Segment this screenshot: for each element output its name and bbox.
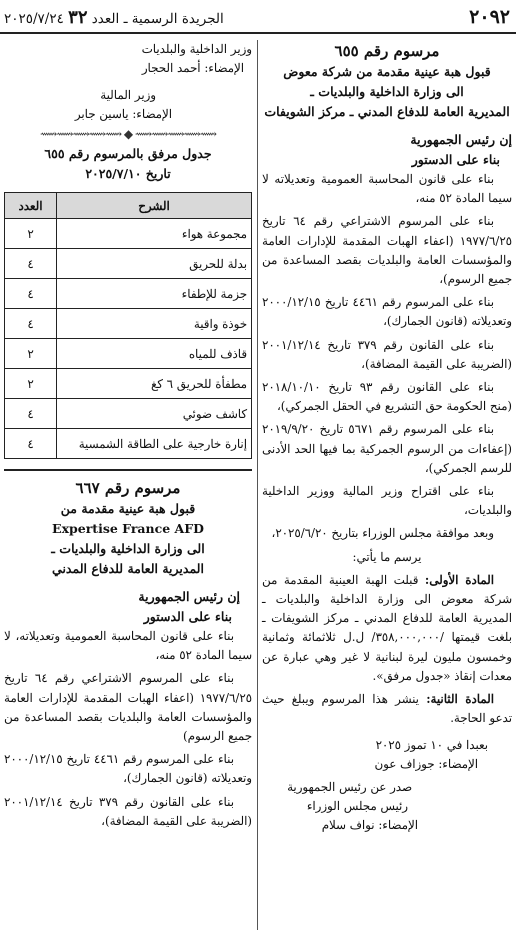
row-description: مجموعة هواء (57, 219, 252, 249)
table-row (5, 219, 252, 249)
table-row (5, 279, 252, 309)
page-number: ٢٠٩٢ (469, 6, 510, 28)
article-one-label: المادة الأولى: (424, 572, 494, 587)
table-row (5, 369, 252, 399)
paragraph: وبعد موافقة مجلس الوزراء بتاريخ ٢٠٢٥/٦/٢٠، (271, 526, 494, 541)
row-count: ٤ (5, 399, 57, 429)
paragraph: بناء على المرسوم رقم ٥٦٧١ تاريخ ٢٠١٩/٩/٢٠ (إعفاءات من الرسوم الجمركية بما فيها الحد الأدنى للرسم الجمركي)، (262, 422, 512, 475)
left-column (4, 40, 252, 934)
article-one (262, 571, 512, 686)
president-line: إن رئيس الجمهورية (138, 589, 240, 604)
constitution-line: بناء على الدستور (411, 152, 500, 167)
article-two-text: ينشر هذا المرسوم ويبلغ حيث تدعو الحاجة. (262, 692, 512, 726)
decree-title: مرسوم رقم ٦٥٥ (334, 42, 440, 60)
decree-subject-2: الى وزارة الداخلية والبلديات ـ (310, 84, 464, 99)
constitution-line: بناء على الدستور (143, 609, 232, 624)
finance-minister-title: وزير المالية (100, 88, 156, 102)
row-description: إنارة خارجية على الطاقة الشمسية (57, 429, 252, 459)
table-row (5, 429, 252, 459)
gazette-title (4, 7, 224, 28)
decree-subject-1: قبول هبة عينية مقدمة من شركة معوض (283, 64, 491, 79)
paragraph: بناء على القانون رقم ٣٧٩ تاريخ ٢٠٠١/١٢/١٤ (الضريبة على القيمة المضافة)، (262, 337, 512, 371)
interior-minister-title: وزير الداخلية والبلديات (141, 42, 252, 56)
issued-place-date: بعبدا في ١٠ تموز ٢٠٢٥ (375, 738, 488, 753)
row-count: ٢ (5, 219, 57, 249)
article-one-text: قبلت الهبة العينية المقدمة من شركة معوض الى وزارة الداخلية والبلديات ـ المديرية العامة للدفاع المدني ـ مركز الشويفات ـ بلغت قيمتها /٣٥٨,٠٠٠,٠٠٠/ ل.ل ثلاثمائة وثمانية وخمسون مليون ليرة لبنانية لا غير وهي عبارة عن معدات إنقاذ «جدول مرفق». (262, 572, 512, 683)
row-description: جزمة للإطفاء (57, 279, 252, 309)
paragraph: بناء على المرسوم الاشتراعي رقم ٦٤ تاريخ ١٩٧٧/٦/٢٥ (اعفاء الهبات المقدمة للإدارات العامة والمؤسسات العامة والبلديات بقصد المساعدة من جميع الرسوم)، (262, 214, 512, 287)
decree2-subject-1: قبول هبة عينية مقدمة من (60, 501, 196, 516)
decree2-subject-3: الى وزارة الداخلية والبلديات ـ (51, 541, 205, 556)
row-description: قاذف للمياه (57, 339, 252, 369)
column-divider (257, 40, 258, 930)
row-description: كاشف ضوئي (57, 399, 252, 429)
table-title: جدول مرفق بالمرسوم رقم ٦٥٥ (44, 146, 212, 161)
from-president: صدر عن رئيس الجمهورية (287, 780, 412, 795)
row-description: خوذة واقية (57, 309, 252, 339)
row-count: ٢ (5, 339, 57, 369)
decree2-subject-4: المديرية العامة للدفاع المدني (52, 561, 204, 576)
interior-minister-signature: الإمضاء: أحمد الحجار (141, 61, 244, 75)
row-count: ٤ (5, 309, 57, 339)
table-row (5, 249, 252, 279)
table-header-row (5, 193, 252, 219)
article-two (262, 690, 512, 728)
pm-signature: الإمضاء: نواف سلام (321, 818, 418, 833)
paragraph: بناء على المرسوم رقم ٤٤٦١ تاريخ ٢٠٠٠/١٢/١٥ وتعديلاته (قانون الجمارك)، (4, 752, 252, 786)
pm-title: رئيس مجلس الوزراء (306, 799, 408, 814)
table-row (5, 399, 252, 429)
row-count: ٢ (5, 369, 57, 399)
row-description: بدلة للحريق (57, 249, 252, 279)
header-description: الشرح (57, 193, 252, 219)
paragraph: بناء على قانون المحاسبة العمومية وتعديلاته، لا سيما المادة ٥٢ منه، (4, 629, 252, 663)
page-header (0, 0, 516, 34)
paragraph: بناء على قانون المحاسبة العمومية وتعديلاته لا سيما المادة ٥٢ منه، (262, 172, 512, 206)
paragraph: بناء على المرسوم الاشتراعي رقم ٦٤ تاريخ ١٩٧٧/٦/٢٥ (اعفاء الهبات المقدمة للإدارات العامة والمؤسسات العامة والبلديات بقصد المساعدة من جميع الرسوم) (4, 671, 252, 744)
issue-number: ٣٢ (68, 7, 88, 28)
row-count: ٤ (5, 429, 57, 459)
decree2-subject-2: Expertise France AFD (52, 521, 204, 536)
decrees-line: يرسم ما يأتي: (352, 549, 422, 564)
row-description: مطفأة للحريق ٦ كغ (57, 369, 252, 399)
section-rule (4, 469, 252, 471)
paragraph: بناء على اقتراح وزير المالية ووزير الداخلية والبلديات، (262, 484, 512, 518)
table-date: تاريخ ٢٠٢٥/٧/١٠ (85, 166, 171, 181)
header-count: العدد (5, 193, 57, 219)
gazette-name: الجريدة الرسمية ـ العدد (91, 11, 224, 27)
row-count: ٤ (5, 279, 57, 309)
table-row (5, 339, 252, 369)
finance-minister-signature: الإمضاء: ياسين جابر (74, 107, 172, 121)
table-row (5, 309, 252, 339)
president-signature: الإمضاء: جوزاف عون (374, 757, 478, 772)
president-line: إن رئيس الجمهورية (410, 132, 512, 147)
ornament-divider: ⟿⟿⟿⟿⟿ ◆ ⟿⟿⟿⟿⟿ (40, 127, 216, 141)
article-two-label: المادة الثانية: (426, 692, 495, 707)
paragraph: بناء على القانون رقم ٩٣ تاريخ ٢٠١٨/١٠/١٠ (منح الحكومة حق التشريع في الحقل الجمركي)، (262, 380, 512, 414)
issue-date: ٢٠٢٥/٧/٢٤ (4, 11, 64, 27)
paragraph: بناء على القانون رقم ٣٧٩ تاريخ ٢٠٠١/١٢/١٤ (الضريبة على القيمة المضافة)، (4, 794, 252, 828)
paragraph: بناء على المرسوم رقم ٤٤٦١ تاريخ ٢٠٠٠/١٢/١٥ وتعديلاته (قانون الجمارك)، (262, 295, 512, 329)
decree2-title: مرسوم رقم ٦٦٧ (75, 479, 181, 497)
donation-table (4, 192, 252, 459)
decree-subject-3: المديرية العامة للدفاع المدني ـ مركز الشويفات (264, 104, 510, 119)
row-count: ٤ (5, 249, 57, 279)
right-column (262, 40, 512, 934)
